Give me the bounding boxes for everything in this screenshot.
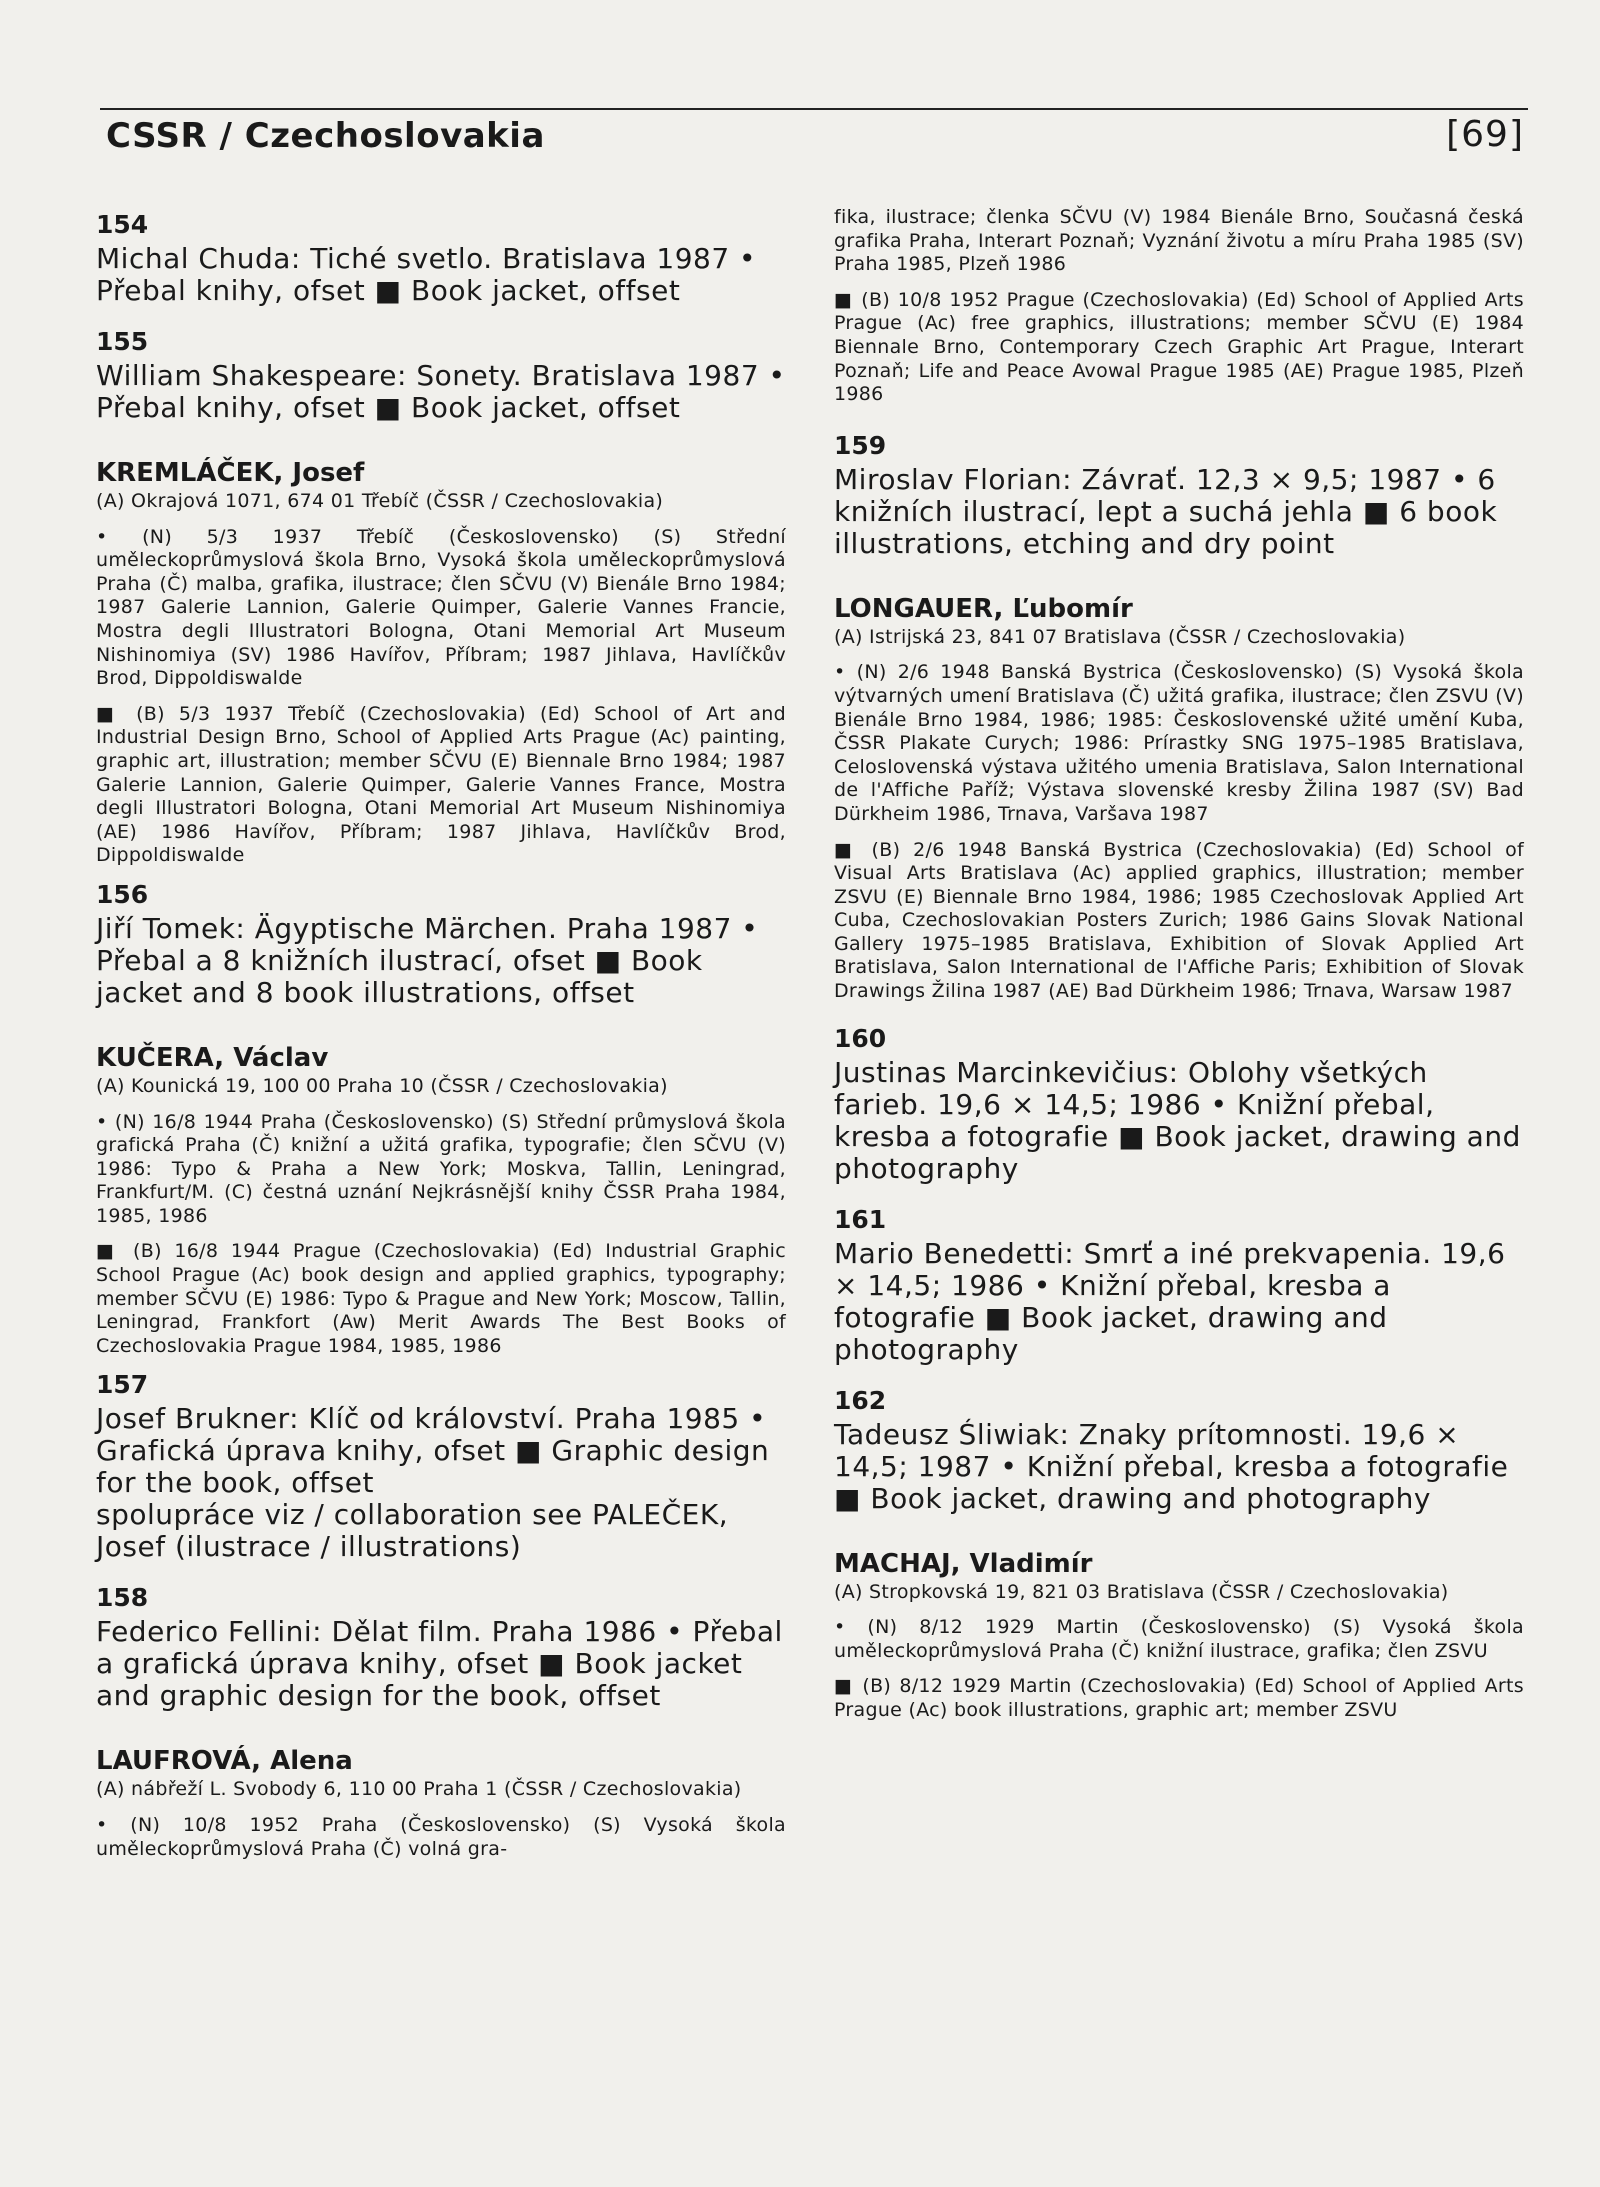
entry-text: Michal Chuda: Tiché svetlo. Bratislava 1987 • Přebal knihy, ofset ■ Book jacket, offset [96,242,757,307]
artist-bio-english: ■ (B) 16/8 1944 Prague (Czechoslovakia) (Ed) Industrial Graphic School Prague (Ac) book design and applied graphics, typography; member SČVU (E) 1986: Typo & Prague and New York; Moscow, Tallin, Leningrad, Frankfort (Aw) Merit Awards The Best Books of Czechoslovakia Prague 1984, 1985, 1986 [96,1240,786,1357]
artist-address: (A) Okrajová 1071, 674 01 Třebíč (ČSSR / Czechoslovakia) [96,490,664,512]
artist-bio-english: ■ (B) 8/12 1929 Martin (Czechoslovakia) (Ed) School of Applied Arts Prague (Ac) book illustrations, graphic art; member ZSVU [834,1675,1524,1722]
artist-name: KREMLÁČEK, Josef [96,458,365,488]
right-column [834,206,1524,1735]
artist-bio-czech: • (N) 16/8 1944 Praha (Československo) (S) Střední průmyslová škola grafická Praha (Č) knižní a užitá grafika, typografie; člen SČVU (V) 1986: Typo & Praha a New York; Moskva, Tallin, Leningrad, Frankfurt/M. (C) čestná uznání Nejkrásnější knihy ČSSR Praha 1984, 1985, 1986 [96,1110,786,1227]
entry-text: William Shakespeare: Sonety. Bratislava 1987 • Přebal knihy, ofset ■ Book jacket, offset [96,359,786,424]
artist-bio-czech: • (N) 2/6 1948 Banská Bystrica (Československo) (S) Vysoká škola výtvarných umení Bratislava (Č) užitá grafika, ilustrace; člen ZSVU (V) Bienále Brno 1984, 1986; 1985: Československé užité umění Kuba, ČSSR Plakate Curych; 1986: Prírastky SNG 1975–1985 Bratislava, Celoslovenská výstava užitého umenia Bratislava, Salon International de l'Affiche Paříž; Výstava slovenské kresby Žilina 1987 (SV) Bad Dürkheim 1986, Trnava, Varšava 1987 [834,661,1524,825]
entry-number: 160 [834,1023,887,1053]
artist-address: (A) nábřeží L. Svobody 6, 110 00 Praha 1 (ČSSR / Czechoslovakia) [96,1778,742,1801]
artist-name: KUČERA, Václav [96,1042,329,1073]
page-number: [69] [1446,114,1524,155]
artist-address: (A) Stropkovská 19, 821 03 Bratislava (ČSSR / Czechoslovakia) [834,1580,1449,1603]
entry-text: Jiří Tomek: Ägyptische Märchen. Praha 1987 • Přebal a 8 knižních ilustrací, ofset ■ Book jacket and 8 book illustrations, offset [96,911,759,1009]
artist-name: LAUFROVÁ, Alena [96,1746,353,1777]
left-column [96,210,786,1873]
entry-text: Justinas Marcinkevičius: Oblohy všetkých farieb. 19,6 × 14,5; 1986 • Knižní přebal, kresba a fotografie ■ Book jacket, drawing and photography [834,1055,1521,1185]
entry-number: 162 [834,1385,887,1415]
entry-text: Tadeusz Śliwiak: Znaky prítomnosti. 19,6 × 14,5; 1987 • Knižní přebal, kresba a fotografie ■ Book jacket, drawing and photography [834,1417,1509,1515]
entry-number: 155 [96,327,149,356]
artist-bio-english: ■ (B) 2/6 1948 Banská Bystrica (Czechoslovakia) (Ed) School of Visual Arts Bratislava (Ac) applied graphics, illustration; member ZSVU (E) Biennale Brno 1984, 1986; 1985 Czechoslovak Applied Art Cuba, Czechoslovakian Posters Zurich; 1986 Gains Slovak National Gallery 1975–1985 Bratislava, Exhibition of Slovak Applied Art Bratislava, Salon International de l'Affiche Paris; Exhibition of Slovak Drawings Žilina 1987 (AE) Bad Dürkheim 1986; Trnava, Warsaw 1987 [834,838,1524,1003]
entry-number: 157 [96,1370,149,1400]
header-rule [100,108,1528,110]
artist-bio-english: ■ (B) 10/8 1952 Prague (Czechoslovakia) (Ed) School of Applied Arts Prague (Ac) free graphics, illustrations; member SČVU (E) 1984 Biennale Brno, Contemporary Czech Graphic Art Prague, Interart Poznaň; Life and Peace Avowal Prague 1985 (AE) Prague 1985, Plzeň 1986 [834,288,1524,406]
artist-address: (A) Istrijská 23, 841 07 Bratislava (ČSSR / Czechoslovakia) [834,625,1406,648]
page-title: CSSR / Czechoslovakia [106,116,545,156]
artist-name: LONGAUER, Ľubomír [834,593,1133,624]
artist-bio-czech: • (N) 10/8 1952 Praha (Československo) (S) Vysoká škola uměleckoprůmyslová Praha (Č) volná gra- [96,1814,786,1860]
entry-number: 161 [834,1204,887,1234]
entry-number: 159 [834,430,887,460]
entry-text: Miroslav Florian: Závrať. 12,3 × 9,5; 1987 • 6 knižních ilustrací, lept a suchá jehla ■ 6 book illustrations, etching and dry point [834,462,1498,560]
artist-name: MACHAJ, Vladimír [834,1548,1093,1579]
artist-bio-czech-continued: fika, ilustrace; členka SČVU (V) 1984 Bienále Brno, Současná česká grafika Praha, Interart Poznaň; Vyznání životu a míru Praha 1985 (SV) Praha 1985, Plzeň 1986 [834,206,1524,276]
artist-bio-czech: • (N) 5/3 1937 Třebíč (Československo) (S) Střední uměleckoprůmyslová škola Brno, Vysoká škola uměleckoprůmyslová Praha (Č) malba, grafika, ilustrace; člen SČVU (V) Bienále Brno 1984; 1987 Galerie Lannion, Galerie Quimper, Galerie Vannes Francie, Mostra degli Illustratori Bologna, Otani Memorial Art Museum Nishinomiya (SV) 1986 Havířov, Příbram; 1987 Jihlava, Havlíčkův Brod, Dippoldiswalde [96,525,786,690]
entry-text: Federico Fellini: Dělat film. Praha 1986 • Přebal a grafická úprava knihy, ofset ■ Book jacket and graphic design for the book, offset [96,1615,783,1713]
entry-text: Josef Brukner: Klíč od království. Praha 1985 • Grafická úprava knihy, ofset ■ Graphic design for the book, offset [96,1402,770,1500]
artist-address: (A) Kounická 19, 100 00 Praha 10 (ČSSR / Czechoslovakia) [96,1074,668,1097]
entry-number: 154 [96,210,149,239]
entry-number: 156 [96,879,149,909]
entry-text: Mario Benedetti: Smrť a iné prekvapenia. 19,6 × 14,5; 1986 • Knižní přebal, kresba a fotografie ■ Book jacket, drawing and photography [834,1236,1506,1366]
entry-collaboration: spolupráce viz / collaboration see PALEČEK, Josef (ilustrace / illustrations) [96,1498,729,1564]
artist-bio-english: ■ (B) 5/3 1937 Třebíč (Czechoslovakia) (Ed) School of Art and Industrial Design Brno, School of Applied Arts Prague (Ac) painting, graphic art, illustration; member SČVU (E) Biennale Brno 1984; 1987 Galerie Lannion, Galerie Quimper, Galerie Vannes France, Mostra degli Illustratori Bologna, Otani Memorial Art Museum Nishinomiya (AE) 1986 Havířov, Příbram; 1987 Jihlava, Havlíčkův Brod, Dippoldiswalde [96,702,786,867]
artist-bio-czech: • (N) 8/12 1929 Martin (Československo) (S) Vysoká škola uměleckoprůmyslová Praha (Č) knižní ilustrace, grafika; člen ZSVU [834,1616,1524,1662]
entry-number: 158 [96,1583,149,1613]
